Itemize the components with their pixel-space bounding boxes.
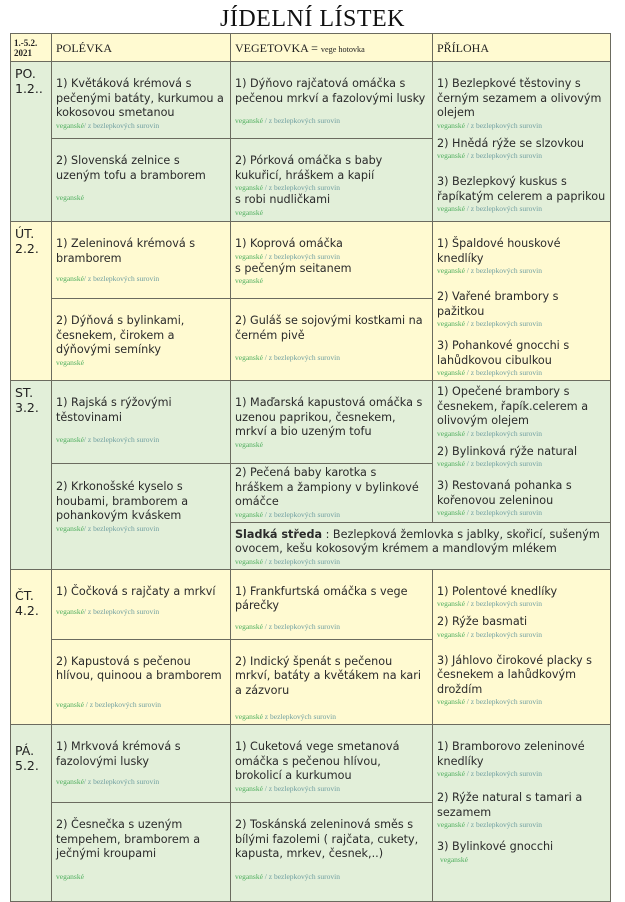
gluten-free-label: /	[464, 266, 471, 275]
vege-sublabel: vege hotovka	[320, 44, 365, 54]
gluten-free-label: /	[464, 428, 471, 438]
dish-name: 1) Polentové knedlíky	[437, 584, 558, 598]
gluten-free-label: z bezlepkových surovin	[268, 783, 340, 793]
day-label: ST. 3.2.	[11, 381, 52, 570]
vegan-label: veganské	[56, 871, 84, 881]
day-row-monday	[11, 62, 611, 139]
diet-tag	[235, 208, 428, 218]
vegan-label: veganské	[235, 251, 263, 261]
vegan-label: veganské	[56, 193, 84, 202]
diet-tag	[437, 697, 606, 707]
vege-cell	[231, 569, 433, 639]
gluten-free-label: /	[262, 783, 269, 793]
diet-tag	[56, 607, 226, 617]
soup-cell	[52, 139, 231, 222]
gluten-free-label: /	[464, 120, 471, 130]
side-item	[437, 840, 606, 865]
sweet-wednesday-cell	[231, 522, 611, 569]
vegan-label: veganské	[437, 319, 465, 328]
soup-cell	[52, 299, 231, 381]
gluten-free-label: /	[83, 607, 88, 616]
day-row-thursday	[11, 569, 611, 639]
gluten-free-label: z bezlepkových surovin	[87, 120, 160, 130]
dish-name: 1) Frankfurtská omáčka s vege párečky	[235, 584, 408, 612]
vege-cell	[231, 222, 433, 299]
gluten-free-label: z bezlepkových surovin	[268, 621, 340, 631]
vege-label: VEGETOVKA =	[235, 40, 321, 55]
vegan-label: veganské	[56, 699, 84, 709]
vegan-label: veganské	[235, 207, 263, 217]
gluten-free-label: /	[464, 508, 471, 517]
diet-tag	[56, 777, 226, 787]
vegan-label: veganské	[235, 509, 263, 519]
diet-tag	[56, 121, 226, 131]
diet-tag	[235, 116, 428, 126]
diet-tag	[235, 183, 428, 193]
diet-tag	[235, 276, 428, 286]
diet-tag	[235, 510, 428, 520]
dish-name: 1) Cuketová vege smetanová omáčka s pečenou hlívou, brokolicí a kurkumou	[235, 740, 400, 782]
vegan-label: veganské	[235, 621, 263, 631]
dish-name: 2) Rýže natural s tamari a sezamem	[437, 791, 583, 819]
soup-cell	[52, 62, 231, 139]
gluten-free-label: z bezlepkových surovin	[89, 699, 161, 709]
diet-tag	[235, 440, 428, 450]
diet-tag	[56, 435, 226, 445]
soup-cell	[52, 639, 231, 725]
diet-tag	[235, 872, 428, 882]
gluten-free-label: z bezlepkových surovin	[470, 820, 542, 829]
vegan-label: veganské	[437, 266, 465, 275]
sweet-text: : Bezlepková žemlovka s jablky, skořicí, sušeným ovocem, kešu kokosovým krémem a mandlovým mlékem	[235, 527, 600, 555]
gluten-free-label: /	[464, 368, 471, 377]
dish-name: 1) Koprová omáčka	[235, 237, 343, 250]
side-cell	[433, 725, 611, 902]
gluten-free-label: z bezlepkových surovin	[87, 523, 160, 533]
diet-tag	[437, 368, 606, 378]
dish-name: s pečeným seitanem	[235, 261, 352, 275]
side-cell	[433, 222, 611, 381]
vege-cell	[231, 299, 433, 381]
vege-cell	[231, 639, 433, 725]
vegan-label: veganské	[437, 629, 465, 639]
sweet-label: Sladká středa	[235, 527, 323, 541]
gluten-free-label: /	[464, 697, 471, 706]
gluten-free-label: z bezlepkových surovin	[470, 459, 542, 468]
gluten-free-label: z bezlepkových surovin	[268, 556, 340, 566]
gluten-free-label: /	[83, 523, 88, 533]
col-header-soup: POLÉVKA	[52, 34, 231, 62]
vegan-label: veganské	[235, 353, 263, 363]
gluten-free-label: /	[464, 629, 471, 639]
diet-tag	[437, 508, 606, 518]
day-label: ČT. 4.2.	[11, 569, 52, 725]
dish-name: 2) Vařené brambory s pažitkou	[437, 290, 559, 318]
vegan-label: veganské	[56, 523, 84, 533]
side-item	[437, 445, 606, 470]
diet-tag	[235, 712, 428, 722]
side-item	[437, 237, 606, 276]
dish-name: 2) Hnědá rýže se slzovkou	[437, 136, 585, 150]
vegan-label: veganské	[440, 854, 468, 864]
dish-name: 2) Slovenská zelnice s uzeným tofu a bramborem	[56, 154, 206, 182]
dish-name: 2) Toskánská zeleninová směs s bílými fazolemi ( rajčata, cukety, kapusta, mrkev, česnek,..)	[235, 818, 419, 860]
diet-tag	[235, 557, 606, 567]
vegan-label: veganské	[437, 599, 465, 608]
diet-tag	[437, 429, 606, 439]
side-item	[437, 654, 606, 708]
vegan-label: veganské	[56, 777, 84, 786]
gluten-free-label: z bezlepkových surovin	[470, 368, 542, 377]
gluten-free-label: z bezlepkových surovin	[268, 871, 340, 881]
date-range: 1.-5.2. 2021	[11, 34, 52, 62]
dish-name: s robi nudličkami	[235, 193, 331, 206]
day-label: PÁ. 5.2.	[11, 725, 52, 902]
diet-tag	[437, 599, 606, 609]
dish-name: 1) Čočková s rajčaty a mrkví	[56, 584, 216, 598]
vegan-label: veganské	[437, 459, 465, 468]
diet-tag	[437, 204, 606, 214]
gluten-free-label: /	[83, 274, 88, 283]
gluten-free-label: /	[464, 769, 471, 778]
diet-tag	[437, 820, 606, 830]
vegan-label: veganské	[437, 120, 465, 130]
dish-name: 2) Česnečka s uzeným tempehem, bramborem a ječnými kroupami	[56, 818, 201, 860]
gluten-free-label: z bezlepkových surovin	[268, 251, 340, 261]
diet-tag	[56, 358, 226, 368]
gluten-free-label: z bezlepkových surovin	[87, 435, 160, 444]
soup-cell	[52, 381, 231, 464]
gluten-free-label: /	[83, 435, 88, 444]
vege-cell	[231, 381, 433, 464]
vegan-label: veganské	[437, 769, 465, 778]
gluten-free-label: z bezlepkových surovin	[470, 769, 542, 778]
day-label: ÚT. 2.2.	[11, 222, 52, 381]
dish-name: 1) Rajská s rýžovými těstovinami	[56, 396, 172, 424]
dish-name: 1) Zeleninová krémová s bramborem	[56, 237, 196, 265]
gluten-free-label: z bezlepkových surovin	[470, 204, 542, 213]
dish-name: 3) Bezlepkový kuskus s řapíkatým celerem a paprikou	[437, 175, 606, 203]
diet-tag	[437, 630, 606, 640]
gluten-free-label: z bezlepkových surovin	[268, 509, 340, 519]
diet-tag	[437, 319, 606, 329]
soup-cell	[52, 464, 231, 570]
gluten-free-label: z bezlepkových surovin	[470, 599, 542, 608]
vegan-label: veganské	[56, 120, 84, 130]
vege-cell	[231, 464, 433, 523]
vegan-label: veganské	[437, 368, 465, 377]
vegan-label: veganské	[56, 357, 84, 367]
side-cell	[433, 62, 611, 222]
gluten-free-label: /	[83, 120, 88, 130]
dish-name: 3) Jáhlovo čirokové placky s česnekem a lahůdkovým droždím	[437, 653, 593, 696]
gluten-free-label: z bezlepkových surovin	[87, 607, 160, 616]
gluten-free-label: /	[262, 556, 269, 566]
day-row-friday	[11, 725, 611, 803]
side-item	[437, 791, 606, 830]
diet-tag	[437, 266, 606, 276]
vegan-label: veganské	[437, 151, 465, 160]
gluten-free-label: z bezlepkových surovin	[87, 777, 160, 786]
dish-name: 2) Indický špenát s pečenou mrkví, batáty a květákem na kari a zázvoru	[235, 654, 421, 697]
day-label: PO. 1.2..	[11, 62, 52, 222]
vegan-label: veganské	[437, 428, 465, 438]
soup-cell	[52, 725, 231, 803]
dish-name	[235, 528, 606, 557]
gluten-free-label: /	[464, 820, 471, 829]
gluten-free-label: /	[464, 319, 471, 328]
dish-name: 1) Opečené brambory s česnekem, řapík.celerem a olivovým olejem	[437, 385, 589, 427]
side-item	[437, 585, 606, 610]
diet-tag	[56, 274, 226, 284]
side-cell	[433, 381, 611, 523]
diet-tag	[437, 459, 606, 469]
dish-name: 2) Rýže basmati	[437, 615, 528, 628]
gluten-free-label: z bezlepkových surovin	[470, 629, 542, 639]
vegan-label: veganské	[235, 712, 263, 721]
side-cell	[433, 569, 611, 725]
dish-name: 1) Špaldové houskové knedlíky	[437, 237, 561, 265]
dish-name: 2) Dýňová s bylinkami, česnekem, čirokem a dýňovými semínky	[56, 314, 185, 357]
vege-cell	[231, 725, 433, 803]
gluten-free-label: /	[464, 151, 471, 160]
vege-cell	[231, 139, 433, 222]
dish-name: 1) Maďarská kapustová omáčka s uzenou paprikou, česnekem, mrkví a bio uzeným tofu	[235, 396, 423, 438]
gluten-free-label: /	[464, 204, 471, 213]
diet-tag	[437, 769, 606, 779]
side-item	[437, 137, 606, 162]
menu-table	[10, 33, 611, 902]
gluten-free-label: /	[262, 251, 269, 261]
gluten-free-label: z bezlepkových surovin	[268, 353, 340, 363]
side-item	[437, 740, 606, 779]
vegan-label: veganské	[235, 783, 263, 793]
vegan-label: veganské	[235, 439, 263, 449]
gluten-free-label: /	[262, 871, 269, 881]
vegan-label: veganské	[437, 508, 465, 517]
gluten-free-label: z bezlepkových surovin	[268, 116, 340, 125]
vegan-label: veganské	[56, 435, 84, 444]
dish-name: 2) Kapustová s pečenou hlívou, quinoou a bramborem	[56, 654, 222, 682]
diet-tag	[235, 622, 428, 632]
side-item	[437, 77, 606, 131]
gluten-free-label: z bezlepkových surovin	[470, 151, 542, 160]
side-item	[437, 339, 606, 378]
diet-tag	[437, 855, 606, 865]
vege-cell	[231, 62, 433, 139]
diet-tag	[437, 121, 606, 131]
dish-name: 2) Pórková omáčka s baby kukuřicí, hráškem a kapií	[235, 154, 383, 182]
gluten-free-label: z bezlepkových surovin	[87, 274, 160, 283]
gluten-free-label: z bezlepkových surovin	[470, 266, 542, 275]
dish-name: 2) Bylinková rýže natural	[437, 444, 578, 458]
soup-cell	[52, 222, 231, 299]
vegan-label: veganské	[437, 820, 465, 829]
dish-name: 2) Krkonošské kyselo s houbami, bramborem a pohankovým kváskem	[56, 480, 189, 522]
soup-cell	[52, 803, 231, 902]
side-item	[437, 479, 606, 518]
dish-name: 3) Pohankové gnocchi s lahůdkovou cibulkou	[437, 339, 570, 367]
gluten-free-label: z bezlepkových surovin	[470, 319, 542, 328]
col-header-side: PŘÍLOHA	[433, 34, 611, 62]
gluten-free-label: z bezlepkových surovin	[262, 712, 337, 721]
side-item	[437, 290, 606, 329]
gluten-free-label: /	[262, 509, 269, 519]
col-header-vege	[231, 34, 433, 62]
vege-cell	[231, 803, 433, 902]
gluten-free-label: /	[262, 353, 269, 363]
page-title: JÍDELNÍ LÍSTEK	[220, 6, 405, 32]
gluten-free-label: /	[262, 116, 269, 125]
vegan-label: veganské	[235, 556, 263, 566]
vegan-label: veganské	[56, 607, 84, 616]
vegan-label: veganské	[437, 204, 465, 213]
dish-name: 3) Restovaná pohanka s kořenovou zeleninou	[437, 479, 572, 507]
day-row-tuesday	[11, 222, 611, 299]
diet-tag	[56, 193, 226, 203]
day-row-wednesday	[11, 381, 611, 464]
diet-tag	[235, 252, 428, 262]
diet-tag	[56, 700, 226, 710]
gluten-free-label: /	[464, 599, 471, 608]
dish-name: 2) Guláš se sojovými kostkami na černém pivě	[235, 314, 423, 342]
soup-cell	[52, 569, 231, 639]
diet-tag	[56, 872, 226, 882]
gluten-free-label: /	[83, 699, 90, 709]
gluten-free-label: /	[262, 183, 269, 192]
gluten-free-label: z bezlepkových surovin	[470, 428, 542, 438]
dish-name: 1) Dýňovo rajčatová omáčka s pečenou mrkví a fazolovými lusky	[235, 77, 426, 105]
side-item	[437, 175, 606, 214]
dish-name: 1) Mrkvová krémová s fazolovými lusky	[56, 740, 181, 768]
gluten-free-label: z bezlepkových surovin	[470, 120, 542, 130]
gluten-free-label: /	[464, 459, 471, 468]
vegan-label: veganské	[437, 697, 465, 706]
vegan-label: veganské	[235, 116, 263, 125]
vegan-label: veganské	[235, 871, 263, 881]
gluten-free-label: /	[83, 777, 88, 786]
gluten-free-label: /	[262, 621, 269, 631]
gluten-free-label: z bezlepkových surovin	[268, 183, 340, 192]
vegan-label: veganské	[235, 183, 263, 192]
side-item	[437, 385, 606, 439]
dish-name: 2) Pečená baby karotka s hráškem a žampiony v bylinkové omáčce	[235, 466, 419, 508]
dish-name: 1) Bezlepkové těstoviny s černým sezamem a olivovým olejem	[437, 77, 602, 119]
diet-tag	[235, 784, 428, 794]
vegan-label: veganské	[235, 276, 263, 285]
dish-name: 1) Bramborovo zeleninové knedlíky	[437, 740, 585, 768]
side-item	[437, 615, 606, 640]
gluten-free-label: z bezlepkových surovin	[470, 697, 542, 706]
vegan-label: veganské	[56, 274, 84, 283]
diet-tag	[235, 353, 428, 363]
gluten-free-label: z bezlepkových surovin	[470, 508, 542, 517]
diet-tag	[437, 151, 606, 161]
dish-name: 1) Květáková krémová s pečenými batáty, kurkumou a kokosovou smetanou	[56, 77, 224, 119]
dish-name: 3) Bylinkové gnocchi	[437, 840, 554, 853]
header-row	[11, 34, 611, 62]
diet-tag	[56, 524, 226, 534]
